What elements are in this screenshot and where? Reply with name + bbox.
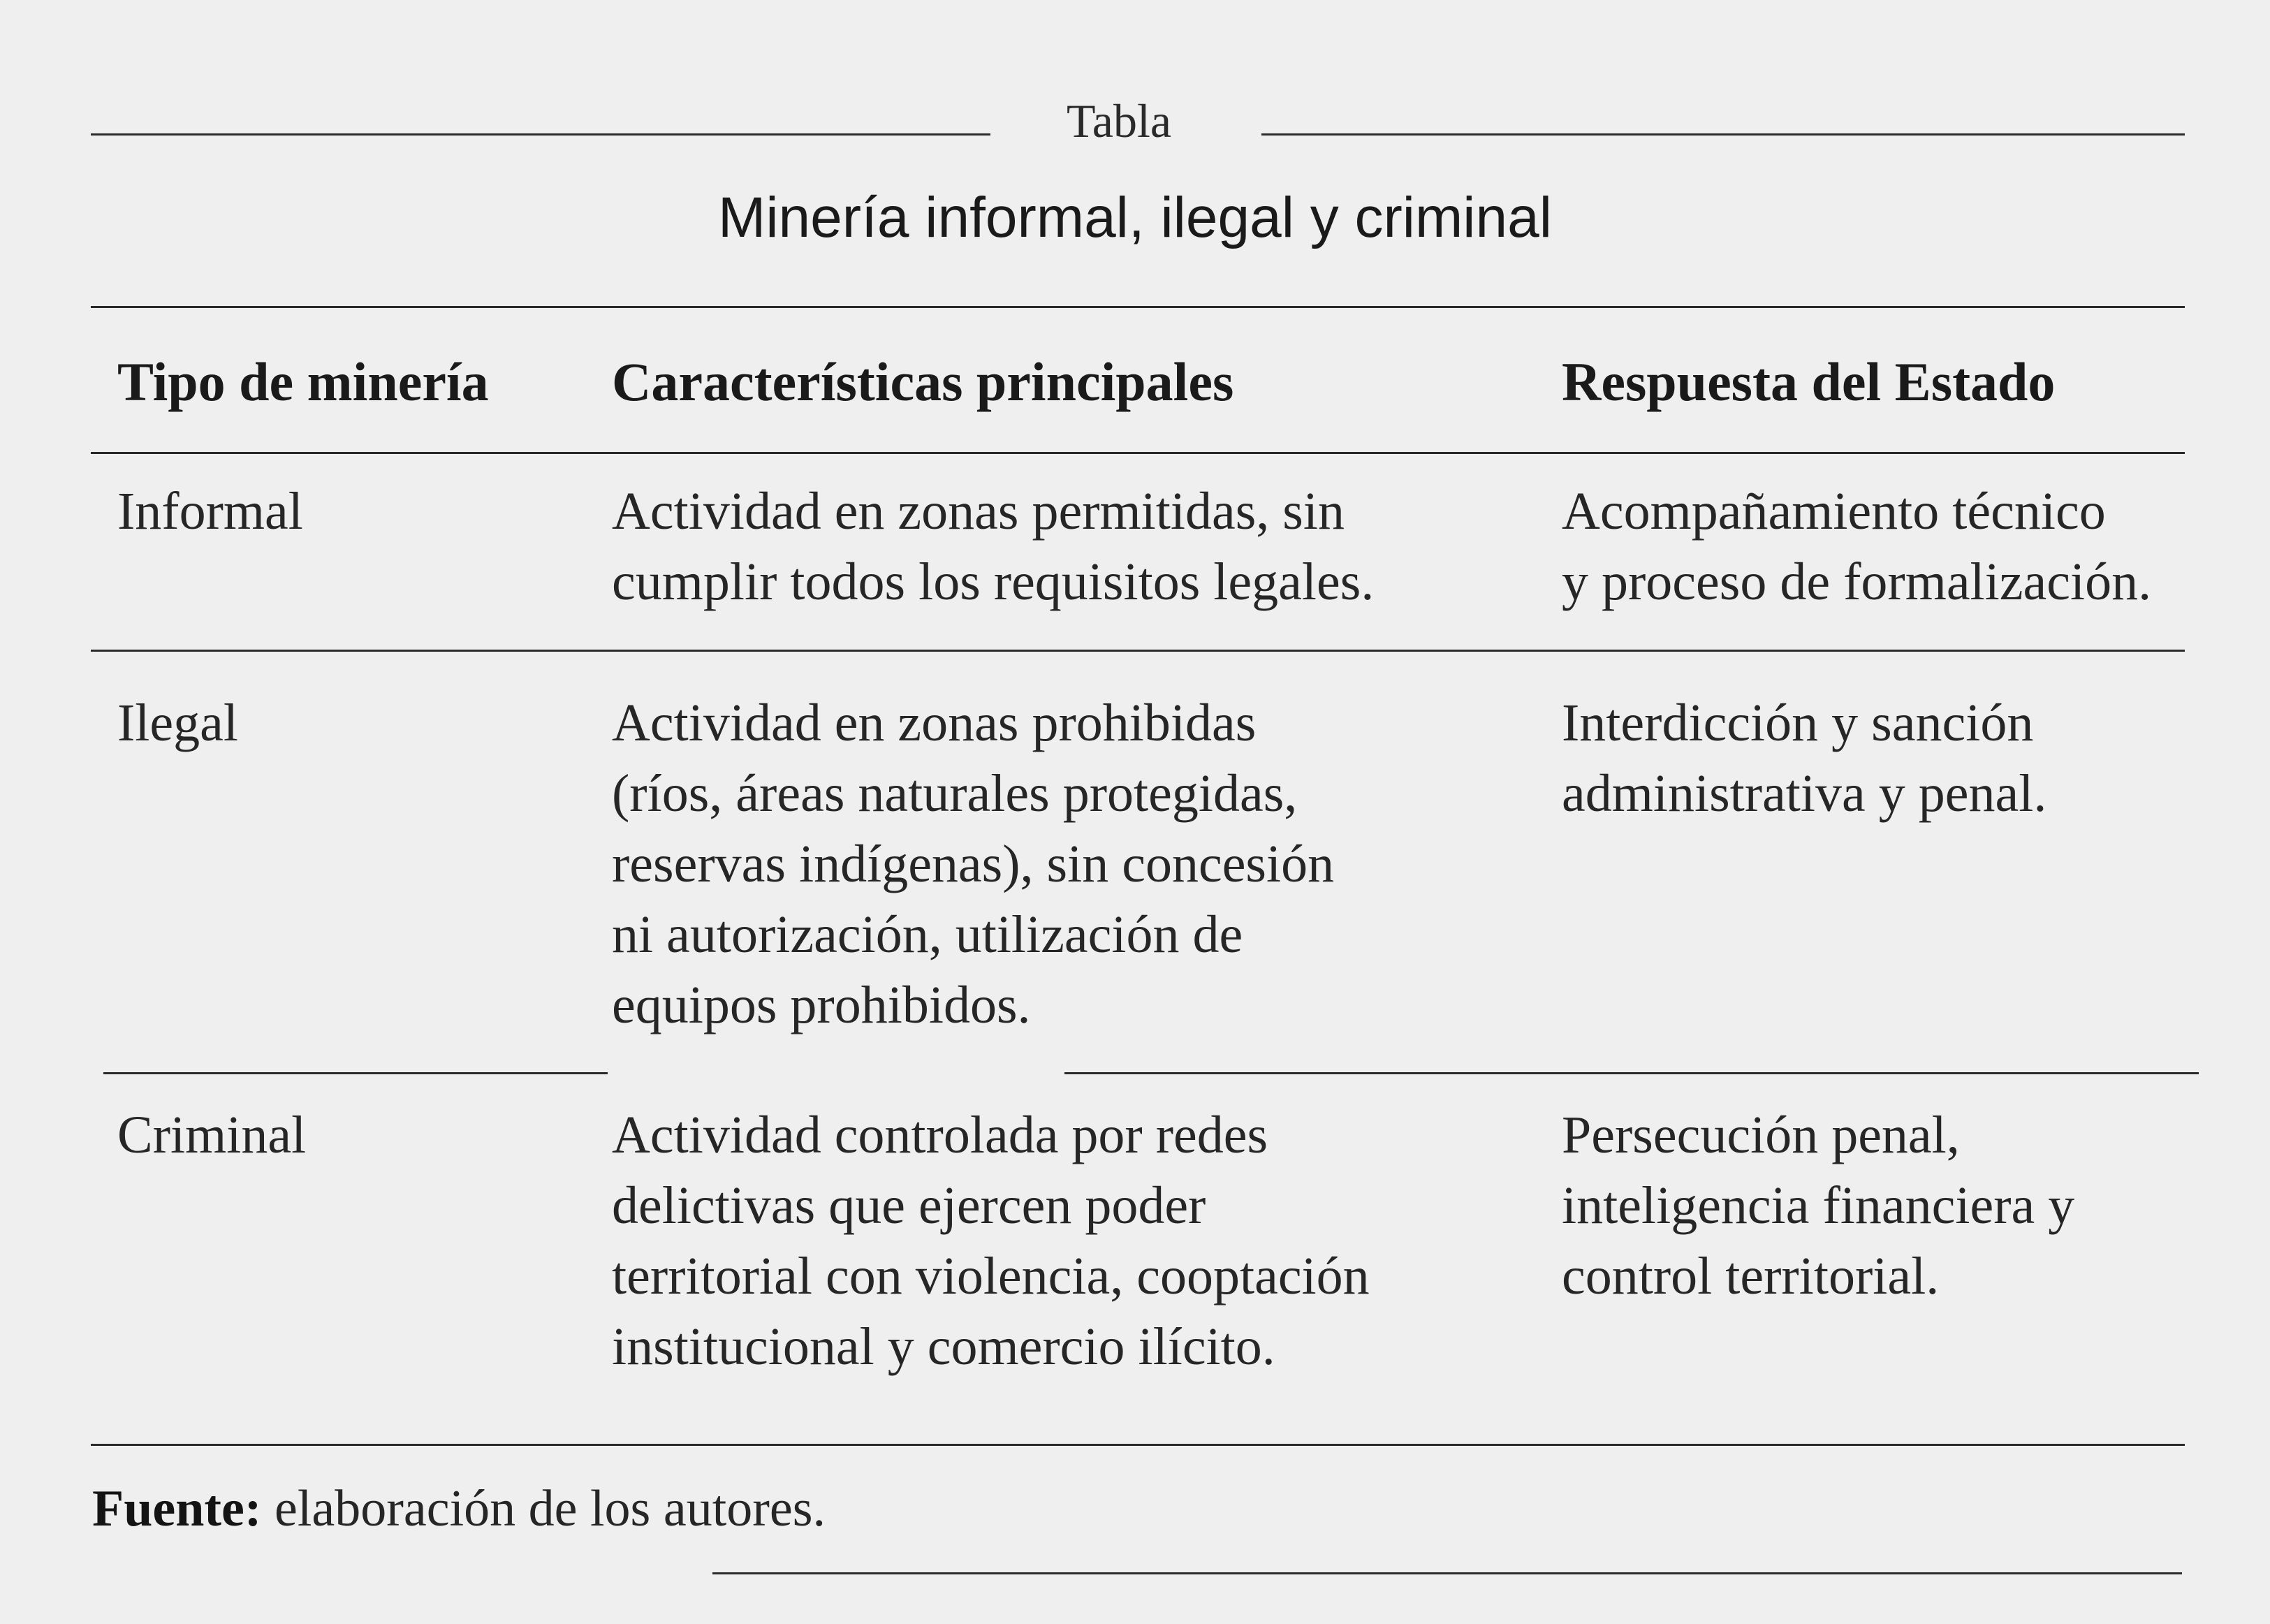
row-ilegal-caracteristicas: Actividad en zonas prohibidas (ríos, áreas naturales protegidas, reservas indígenas), sin concesión ni autorización, utilización de equipos prohibidos.: [612, 694, 1335, 1034]
row-divider-2-left: [103, 1072, 608, 1074]
row-criminal-caracteristicas: Actividad controlada por redes delictivas que ejercen poder territorial con violencia, cooptación institucional y comercio ilícito.: [612, 1106, 1370, 1376]
row-ilegal-tipo: Ilegal: [117, 694, 239, 752]
row-criminal-tipo: Criminal: [117, 1106, 307, 1164]
source-text: elaboración de los autores.: [274, 1480, 826, 1537]
source-label: Fuente:: [92, 1480, 262, 1537]
header-tipo: Tipo de minería: [117, 351, 489, 412]
row-informal-respuesta: Acompañamiento técnico y proceso de formalización.: [1562, 482, 2152, 611]
header-bottom-rule: [91, 452, 2185, 454]
row-divider-1: [91, 650, 2185, 652]
header-respuesta: Respuesta del Estado: [1562, 351, 2056, 412]
table-bottom-rule: [91, 1444, 2185, 1446]
row-informal-caracteristicas: Actividad en zonas permitidas, sin cumplir todos los requisitos legales.: [612, 482, 1375, 611]
header-caracteristicas: Características principales: [612, 351, 1234, 412]
source-note: [92, 1474, 826, 1544]
top-rule-left: [91, 133, 990, 136]
table-label: Tabla: [1066, 94, 1172, 147]
top-rule-right: [1261, 133, 2185, 136]
row-ilegal-respuesta: Interdicción y sanción administrativa y penal.: [1562, 694, 2047, 823]
footer-rule: [712, 1572, 2182, 1574]
row-criminal-respuesta: Persecución penal, inteligencia financiera y control territorial.: [1562, 1106, 2075, 1305]
row-divider-2-right: [1064, 1072, 2199, 1074]
row-informal-tipo: Informal: [117, 482, 303, 541]
header-top-rule: [91, 306, 2185, 308]
table-title: Minería informal, ilegal y criminal: [718, 186, 1552, 249]
